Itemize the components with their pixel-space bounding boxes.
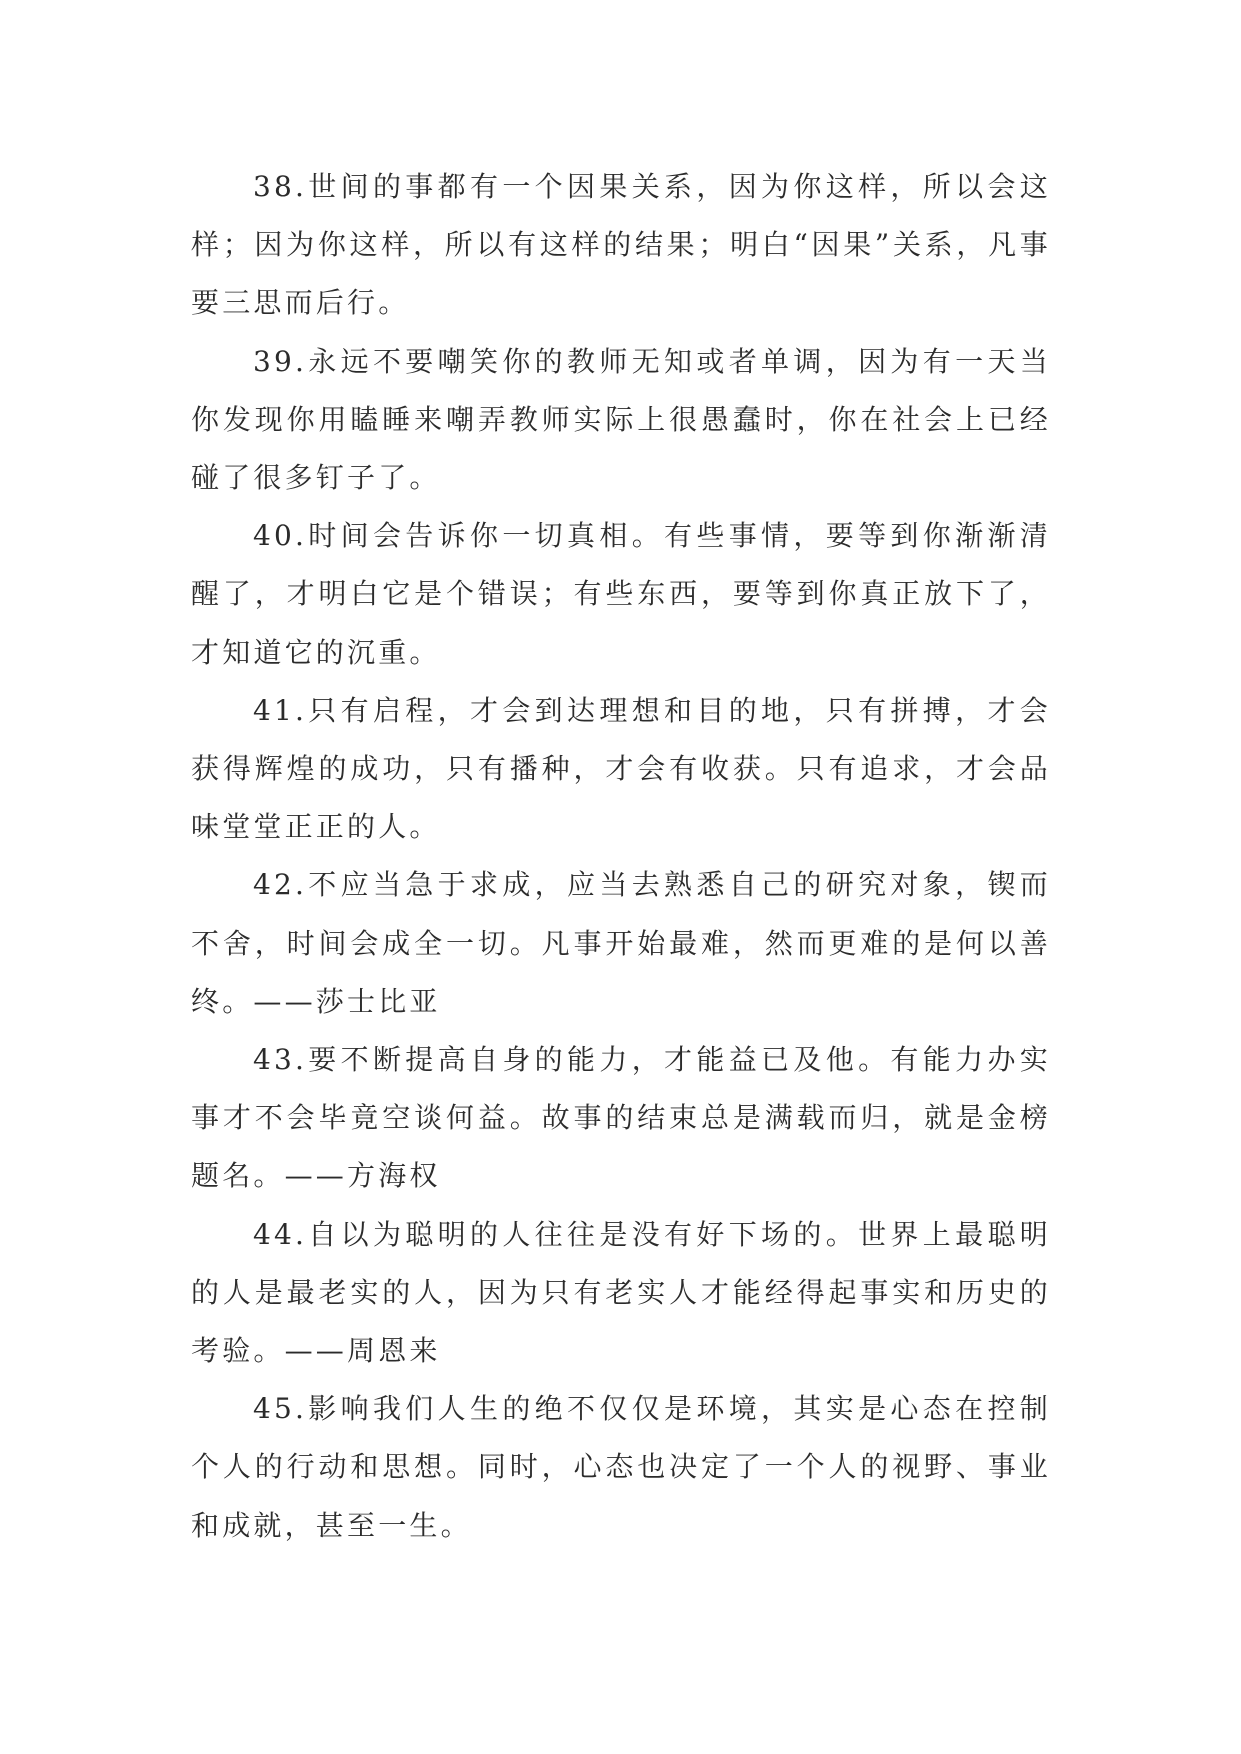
- quote-paragraph-39: 39.永远不要嘲笑你的教师无知或者单调，因为有一天当你发现你用瞌睡来嘲弄教师实际上很愚蠢时，你在社会上已经碰了很多钉子了。: [191, 344, 1051, 495]
- quote-paragraph-44: 44.自以为聪明的人往往是没有好下场的。世界上最聪明的人是最老实的人，因为只有老实人才能经得起事实和历史的考验。——周恩来: [191, 1217, 1051, 1368]
- quote-paragraph-42: 42.不应当急于求成，应当去熟悉自己的研究对象，锲而不舍，时间会成全一切。凡事开始最难，然而更难的是何以善终。——莎士比亚: [191, 868, 1051, 1018]
- quote-paragraph-43: 43.要不断提高自身的能力，才能益已及他。有能力办实事才不会毕竟空谈何益。故事的结束总是满载而归，就是金榜题名。——方海权: [191, 1043, 1051, 1193]
- quote-paragraph-45: 45.影响我们人生的绝不仅仅是环境，其实是心态在控制个人的行动和思想。同时，心态也决定了一个人的视野、事业和成就，甚至一生。: [191, 1392, 1051, 1542]
- quote-paragraph-38: 38.世间的事都有一个因果关系，因为你这样，所以会这样；因为你这样，所以有这样的结果；明白“因果”关系，凡事要三思而后行。: [191, 170, 1051, 320]
- quote-paragraph-41: 41.只有启程，才会到达理想和目的地，只有拼搏，才会获得辉煌的成功，只有播种，才会有收获。只有追求，才会品味堂堂正正的人。: [191, 693, 1051, 844]
- document-body: [191, 158, 1051, 1555]
- quote-paragraph-40: 40.时间会告诉你一切真相。有些事情，要等到你渐渐清醒了，才明白它是个错误；有些东西，要等到你真正放下了，才知道它的沉重。: [191, 519, 1051, 669]
